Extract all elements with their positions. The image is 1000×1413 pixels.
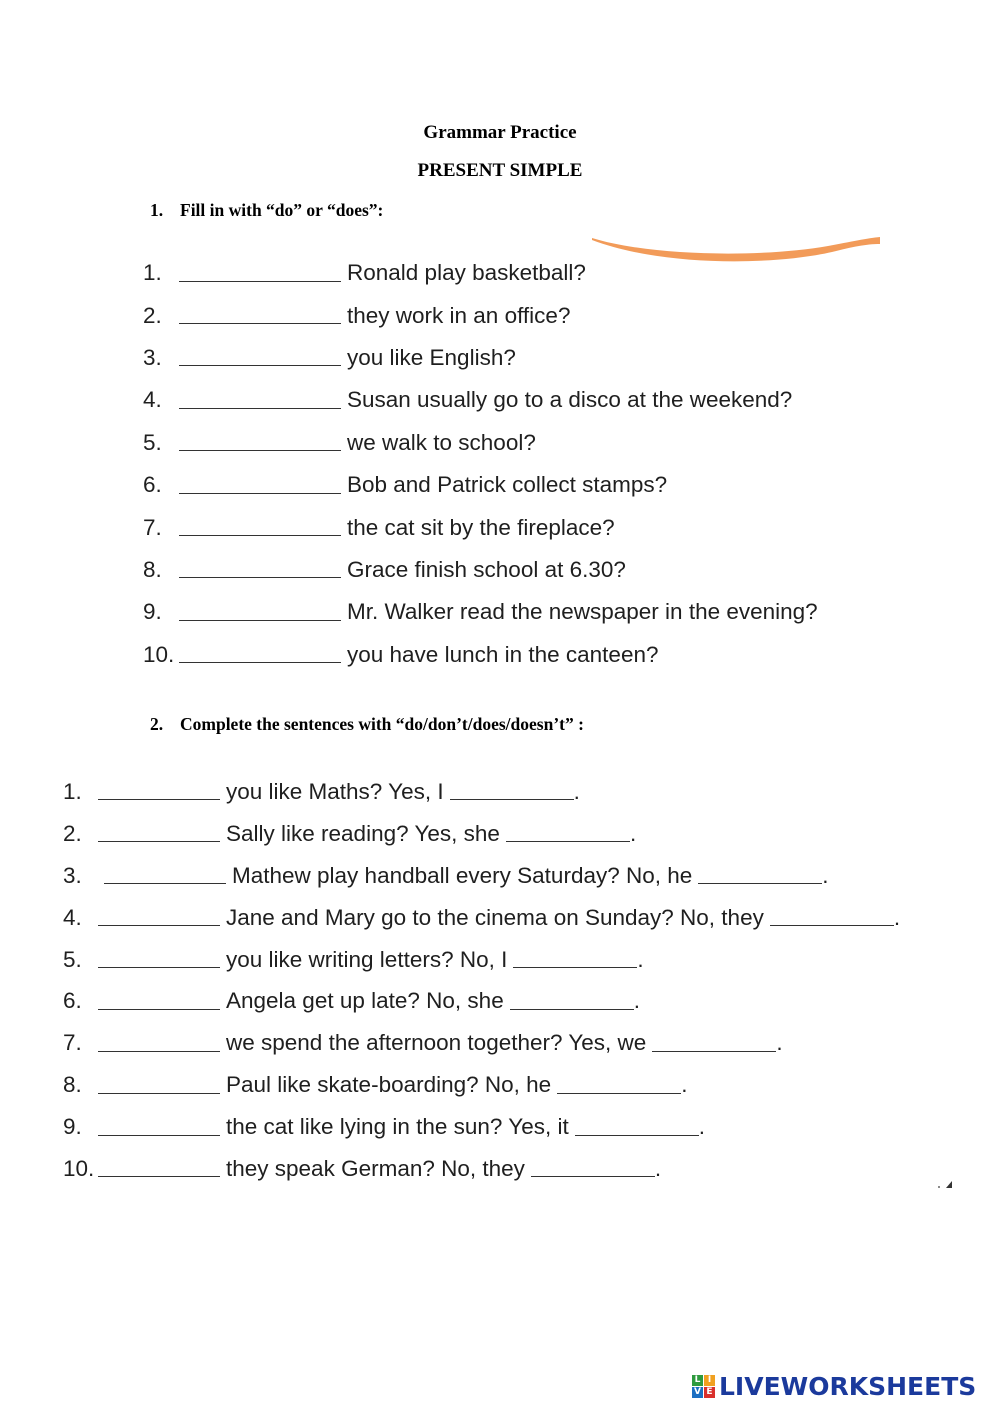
answer-blank[interactable] [179,301,341,324]
item-number: 8. [63,1072,82,1098]
item-text: we walk to school? [347,429,536,455]
item-text: they work in an office? [347,302,571,328]
exercise1-item [143,337,818,379]
item-number: 9. [143,599,162,625]
exercise1-item [143,549,818,591]
exercise1-item [143,506,818,548]
exercise1-number: 1. [150,200,164,220]
item-number: 2. [143,302,162,328]
exercise2-item [63,771,900,813]
answer-blank-question[interactable] [98,1154,220,1177]
item-number: 6. [63,988,82,1014]
answer-blank-question[interactable] [98,1113,220,1136]
answer-blank-question[interactable] [98,987,220,1010]
exercise2-item [63,1064,900,1106]
item-end: . [698,1114,705,1140]
page-title: Grammar Practice [423,122,577,143]
exercise1-instruction: Fill in with “do” or “does”: [180,200,384,220]
scan-mark-icon [936,1180,954,1190]
logo-tile: I [704,1375,715,1386]
answer-blank-short[interactable] [770,903,894,926]
logo-tile: L [692,1375,703,1386]
exercise2-item [63,980,900,1022]
exercise2-instruction: Complete the sentences with “do/don’t/does/doesn’t” : [180,714,584,734]
exercise1-item [143,294,818,336]
answer-blank-short[interactable] [510,987,634,1010]
answer-blank-question[interactable] [104,861,226,884]
item-text: Sally like reading? Yes, she [226,820,500,846]
exercise1-item [143,634,818,676]
exercise2-item [63,813,900,855]
item-text: Susan usually go to a disco at the weekend? [347,387,793,413]
item-number: 10. [143,641,175,667]
item-number: 1. [63,778,82,804]
item-number: 5. [63,946,82,972]
answer-blank-short[interactable] [575,1113,699,1136]
item-number: 7. [143,514,162,540]
item-end: . [776,1030,783,1056]
item-text: Mathew play handball every Saturday? No, he [232,862,693,888]
logo-tile: E [704,1387,715,1398]
exercise2-item [63,1022,900,1064]
exercise2-item [63,939,900,981]
answer-blank-question[interactable] [98,1071,220,1094]
liveworksheets-logo [692,1372,976,1401]
logo-tile: V [692,1387,703,1398]
answer-blank-short[interactable] [531,1154,655,1177]
item-end: . [573,778,580,804]
exercise2-item [63,1148,900,1190]
item-text: the cat sit by the fireplace? [347,514,615,540]
item-end: . [629,820,637,846]
exercise2-item [63,855,900,897]
item-text: you have lunch in the canteen? [347,641,659,667]
exercise1-item [143,252,818,294]
answer-blank-short[interactable] [557,1071,681,1094]
page-subtitle: PRESENT SIMPLE [417,160,583,181]
exercise1-heading [150,200,383,221]
item-end: . [681,1072,688,1098]
item-number: 10. [63,1155,95,1181]
answer-blank-question[interactable] [98,945,220,968]
item-text: Angela get up late? No, she [226,988,504,1014]
item-end: . [893,904,901,930]
item-number: 3. [63,862,82,888]
item-text: they speak German? No, they [226,1155,525,1181]
answer-blank[interactable] [179,598,341,621]
answer-blank[interactable] [179,513,341,536]
exercise1-item [143,464,818,506]
item-text: you like English? [347,344,516,370]
item-text: Paul like skate-boarding? No, he [226,1072,552,1098]
item-text: we spend the afternoon together? Yes, we [226,1030,647,1056]
brand-text: LIVEWORKSHEETS [719,1372,977,1401]
item-number: 4. [63,904,82,930]
answer-blank-short[interactable] [513,945,637,968]
answer-blank-short[interactable] [698,861,822,884]
exercise2-number: 2. [150,714,164,734]
item-number: 8. [143,556,162,582]
item-end: . [822,862,829,888]
answer-blank[interactable] [179,343,341,366]
item-number: 2. [63,820,82,846]
item-number: 7. [63,1030,82,1056]
answer-blank[interactable] [179,259,341,282]
exercise2-item [63,897,900,939]
item-end: . [637,946,644,972]
exercise2-list [63,771,900,1190]
item-text: you like writing letters? No, I [226,946,508,972]
exercise1-list [143,252,818,676]
answer-blank-question[interactable] [98,903,220,926]
item-number: 1. [143,260,162,286]
item-number: 5. [143,429,162,455]
item-text: Ronald play basketball? [347,260,586,286]
item-text: Mr. Walker read the newspaper in the evening? [347,599,818,625]
answer-blank[interactable] [179,428,341,451]
item-end: . [654,1155,662,1181]
answer-blank-question[interactable] [98,777,220,800]
answer-blank-short[interactable] [450,777,574,800]
item-number: 9. [63,1114,82,1140]
item-end: . [633,988,640,1014]
item-number: 3. [143,344,162,370]
exercise1-item [143,591,818,633]
exercise1-item [143,379,818,421]
answer-blank[interactable] [179,640,341,663]
item-text: Grace finish school at 6.30? [347,556,626,582]
item-text: Jane and Mary go to the cinema on Sunday? No, they [226,904,764,930]
answer-blank-question[interactable] [98,819,220,842]
answer-blank[interactable] [179,471,341,494]
exercise2-heading [150,714,584,735]
answer-blank[interactable] [179,386,341,409]
answer-blank-short[interactable] [652,1029,776,1052]
exercise1-item [143,422,818,464]
answer-blank-short[interactable] [506,819,630,842]
answer-blank-question[interactable] [98,1029,220,1052]
liveworksheets-logo-icon [692,1375,715,1398]
item-text: you like Maths? Yes, I [226,778,444,804]
item-text: the cat like lying in the sun? Yes, it [226,1114,569,1140]
exercise2-item [63,1106,900,1148]
item-text: Bob and Patrick collect stamps? [347,472,668,498]
item-number: 4. [143,387,162,413]
item-number: 6. [143,472,162,498]
answer-blank[interactable] [179,555,341,578]
